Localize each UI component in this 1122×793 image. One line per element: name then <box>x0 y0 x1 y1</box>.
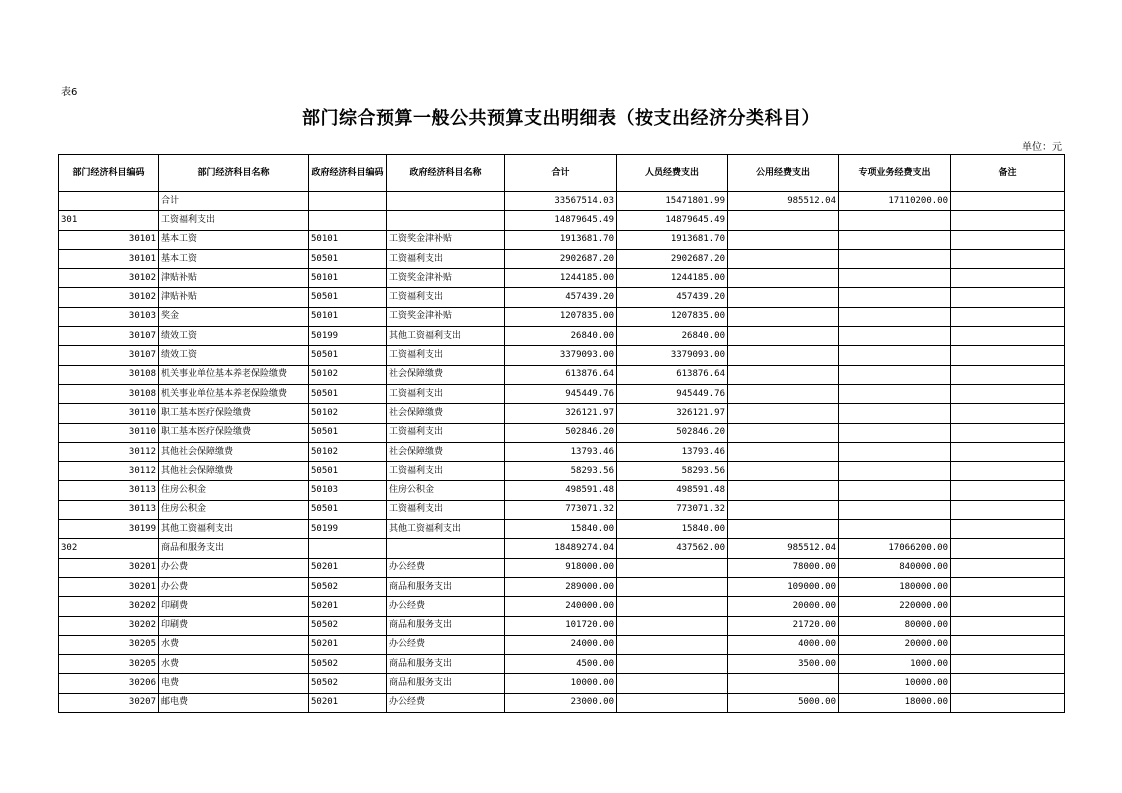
cell-personnel <box>617 674 728 693</box>
cell-dept-name: 其他社会保障缴费 <box>159 442 309 461</box>
cell-gov-name: 工资福利支出 <box>387 462 505 481</box>
cell-personnel: 1207835.00 <box>617 307 728 326</box>
table-body <box>59 192 1065 713</box>
cell-remarks <box>951 462 1065 481</box>
cell-personnel: 457439.20 <box>617 288 728 307</box>
cell-personnel: 15840.00 <box>617 520 728 539</box>
cell-personnel: 773071.32 <box>617 500 728 519</box>
cell-dept-code: 30201 <box>59 577 159 596</box>
cell-gov-code: 50502 <box>309 674 387 693</box>
cell-public: 21720.00 <box>728 616 839 635</box>
cell-remarks <box>951 288 1065 307</box>
cell-public <box>728 249 839 268</box>
cell-gov-code: 50102 <box>309 365 387 384</box>
cell-remarks <box>951 192 1065 211</box>
table-row <box>59 693 1065 712</box>
cell-public <box>728 211 839 230</box>
cell-personnel: 14879645.49 <box>617 211 728 230</box>
table-row <box>59 192 1065 211</box>
cell-special <box>839 365 951 384</box>
cell-gov-name: 其他工资福利支出 <box>387 327 505 346</box>
cell-personnel: 1913681.70 <box>617 230 728 249</box>
cell-public: 985512.04 <box>728 192 839 211</box>
cell-public <box>728 462 839 481</box>
cell-personnel: 13793.46 <box>617 442 728 461</box>
cell-dept-name: 印刷费 <box>159 597 309 616</box>
cell-total: 326121.97 <box>505 404 617 423</box>
cell-special: 1000.00 <box>839 655 951 674</box>
cell-dept-name: 津贴补贴 <box>159 269 309 288</box>
cell-remarks <box>951 327 1065 346</box>
cell-gov-code: 50199 <box>309 520 387 539</box>
cell-dept-code <box>59 192 159 211</box>
cell-gov-name: 办公经费 <box>387 597 505 616</box>
cell-total: 10000.00 <box>505 674 617 693</box>
table-header-row <box>59 155 1065 192</box>
cell-dept-name: 印刷费 <box>159 616 309 635</box>
cell-dept-code: 30202 <box>59 616 159 635</box>
cell-special: 17066200.00 <box>839 539 951 558</box>
cell-dept-name: 津贴补贴 <box>159 288 309 307</box>
cell-total: 1913681.70 <box>505 230 617 249</box>
cell-personnel: 2902687.20 <box>617 249 728 268</box>
cell-public: 109000.00 <box>728 577 839 596</box>
table-row <box>59 365 1065 384</box>
col-header-dept-name: 部门经济科目名称 <box>159 155 309 192</box>
cell-total: 23000.00 <box>505 693 617 712</box>
cell-total: 26840.00 <box>505 327 617 346</box>
cell-special <box>839 384 951 403</box>
cell-dept-code: 30112 <box>59 462 159 481</box>
cell-gov-name: 办公经费 <box>387 635 505 654</box>
table-row <box>59 423 1065 442</box>
cell-public <box>728 674 839 693</box>
cell-personnel <box>617 597 728 616</box>
cell-public: 20000.00 <box>728 597 839 616</box>
cell-gov-code: 50501 <box>309 288 387 307</box>
cell-dept-code: 30113 <box>59 481 159 500</box>
cell-public <box>728 404 839 423</box>
cell-dept-code: 30205 <box>59 655 159 674</box>
cell-special <box>839 500 951 519</box>
cell-gov-code <box>309 211 387 230</box>
unit-label: 单位：元 <box>1022 142 1062 153</box>
cell-personnel <box>617 693 728 712</box>
cell-gov-code: 50501 <box>309 462 387 481</box>
table-row <box>59 462 1065 481</box>
cell-dept-code: 30205 <box>59 635 159 654</box>
cell-public <box>728 384 839 403</box>
cell-dept-code: 30107 <box>59 346 159 365</box>
cell-gov-code: 50502 <box>309 616 387 635</box>
cell-gov-name: 工资福利支出 <box>387 346 505 365</box>
cell-dept-name: 机关事业单位基本养老保险缴费 <box>159 384 309 403</box>
cell-remarks <box>951 597 1065 616</box>
cell-gov-name: 商品和服务支出 <box>387 577 505 596</box>
cell-public <box>728 520 839 539</box>
cell-gov-code: 50103 <box>309 481 387 500</box>
cell-gov-name: 工资奖金津补贴 <box>387 230 505 249</box>
cell-total: 14879645.49 <box>505 211 617 230</box>
cell-gov-name: 社会保障缴费 <box>387 404 505 423</box>
cell-dept-name: 商品和服务支出 <box>159 539 309 558</box>
cell-remarks <box>951 384 1065 403</box>
cell-public: 78000.00 <box>728 558 839 577</box>
cell-dept-name: 电费 <box>159 674 309 693</box>
cell-special: 180000.00 <box>839 577 951 596</box>
cell-dept-name: 工资福利支出 <box>159 211 309 230</box>
table-row <box>59 520 1065 539</box>
cell-remarks <box>951 249 1065 268</box>
col-header-gov-name: 政府经济科目名称 <box>387 155 505 192</box>
cell-total: 101720.00 <box>505 616 617 635</box>
cell-dept-name: 基本工资 <box>159 230 309 249</box>
col-header-personnel: 人员经费支出 <box>617 155 728 192</box>
table-row <box>59 327 1065 346</box>
cell-total: 773071.32 <box>505 500 617 519</box>
cell-total: 15840.00 <box>505 520 617 539</box>
col-header-public: 公用经费支出 <box>728 155 839 192</box>
cell-public <box>728 230 839 249</box>
cell-public: 3500.00 <box>728 655 839 674</box>
cell-gov-code: 50201 <box>309 635 387 654</box>
cell-total: 3379093.00 <box>505 346 617 365</box>
cell-gov-name <box>387 539 505 558</box>
cell-special <box>839 307 951 326</box>
cell-special <box>839 288 951 307</box>
cell-remarks <box>951 269 1065 288</box>
cell-public <box>728 481 839 500</box>
cell-personnel: 58293.56 <box>617 462 728 481</box>
cell-special <box>839 462 951 481</box>
cell-gov-name: 社会保障缴费 <box>387 365 505 384</box>
cell-special: 220000.00 <box>839 597 951 616</box>
cell-dept-code: 30202 <box>59 597 159 616</box>
cell-gov-code: 50501 <box>309 249 387 268</box>
cell-dept-code: 30201 <box>59 558 159 577</box>
cell-gov-code <box>309 539 387 558</box>
cell-gov-name: 工资福利支出 <box>387 249 505 268</box>
cell-total: 1244185.00 <box>505 269 617 288</box>
cell-special <box>839 520 951 539</box>
cell-dept-name: 其他工资福利支出 <box>159 520 309 539</box>
cell-public <box>728 423 839 442</box>
table-row <box>59 655 1065 674</box>
col-header-special: 专项业务经费支出 <box>839 155 951 192</box>
cell-total: 498591.48 <box>505 481 617 500</box>
cell-public: 4000.00 <box>728 635 839 654</box>
cell-public <box>728 307 839 326</box>
cell-public <box>728 365 839 384</box>
cell-total: 2902687.20 <box>505 249 617 268</box>
cell-special <box>839 423 951 442</box>
cell-remarks <box>951 423 1065 442</box>
cell-public: 5000.00 <box>728 693 839 712</box>
col-header-remarks: 备注 <box>951 155 1065 192</box>
cell-dept-code: 30112 <box>59 442 159 461</box>
cell-gov-code: 50201 <box>309 558 387 577</box>
cell-total: 289000.00 <box>505 577 617 596</box>
table-row <box>59 346 1065 365</box>
cell-gov-name: 工资福利支出 <box>387 500 505 519</box>
cell-special: 840000.00 <box>839 558 951 577</box>
cell-gov-name: 工资福利支出 <box>387 384 505 403</box>
cell-dept-code: 30108 <box>59 384 159 403</box>
cell-personnel: 1244185.00 <box>617 269 728 288</box>
table-row <box>59 211 1065 230</box>
cell-dept-code: 30113 <box>59 500 159 519</box>
cell-gov-code: 50201 <box>309 597 387 616</box>
table-row <box>59 384 1065 403</box>
table-row <box>59 597 1065 616</box>
cell-public: 985512.04 <box>728 539 839 558</box>
cell-remarks <box>951 346 1065 365</box>
cell-special <box>839 481 951 500</box>
cell-dept-code: 30103 <box>59 307 159 326</box>
cell-personnel: 3379093.00 <box>617 346 728 365</box>
cell-dept-name: 绩效工资 <box>159 346 309 365</box>
cell-special <box>839 346 951 365</box>
cell-dept-name: 合计 <box>159 192 309 211</box>
cell-special <box>839 211 951 230</box>
cell-special <box>839 442 951 461</box>
cell-dept-code: 30101 <box>59 249 159 268</box>
cell-special: 80000.00 <box>839 616 951 635</box>
cell-special <box>839 404 951 423</box>
table-row <box>59 500 1065 519</box>
cell-total: 33567514.03 <box>505 192 617 211</box>
table-row <box>59 404 1065 423</box>
cell-public <box>728 500 839 519</box>
cell-total: 58293.56 <box>505 462 617 481</box>
cell-dept-code: 30102 <box>59 269 159 288</box>
cell-personnel <box>617 655 728 674</box>
table-row <box>59 539 1065 558</box>
cell-personnel: 945449.76 <box>617 384 728 403</box>
cell-special: 18000.00 <box>839 693 951 712</box>
table-row <box>59 616 1065 635</box>
cell-gov-code: 50502 <box>309 655 387 674</box>
cell-dept-code: 30101 <box>59 230 159 249</box>
table-row <box>59 230 1065 249</box>
cell-total: 13793.46 <box>505 442 617 461</box>
cell-gov-name: 工资福利支出 <box>387 423 505 442</box>
cell-gov-code: 50101 <box>309 307 387 326</box>
cell-personnel: 613876.64 <box>617 365 728 384</box>
cell-personnel <box>617 577 728 596</box>
cell-total: 918000.00 <box>505 558 617 577</box>
cell-gov-code: 50199 <box>309 327 387 346</box>
cell-dept-name: 基本工资 <box>159 249 309 268</box>
cell-gov-code: 50501 <box>309 500 387 519</box>
cell-personnel <box>617 635 728 654</box>
table-row <box>59 635 1065 654</box>
cell-dept-code: 30110 <box>59 404 159 423</box>
cell-remarks <box>951 500 1065 519</box>
cell-remarks <box>951 520 1065 539</box>
table-row <box>59 577 1065 596</box>
cell-total: 945449.76 <box>505 384 617 403</box>
cell-dept-name: 住房公积金 <box>159 481 309 500</box>
cell-remarks <box>951 577 1065 596</box>
cell-dept-name: 职工基本医疗保险缴费 <box>159 423 309 442</box>
cell-gov-name: 工资福利支出 <box>387 288 505 307</box>
table-number-label: 表6 <box>61 87 78 98</box>
cell-total: 18489274.04 <box>505 539 617 558</box>
cell-total: 502846.20 <box>505 423 617 442</box>
cell-gov-name: 商品和服务支出 <box>387 674 505 693</box>
cell-gov-name: 住房公积金 <box>387 481 505 500</box>
cell-dept-name: 水费 <box>159 655 309 674</box>
cell-dept-name: 办公费 <box>159 577 309 596</box>
cell-dept-name: 机关事业单位基本养老保险缴费 <box>159 365 309 384</box>
cell-total: 457439.20 <box>505 288 617 307</box>
cell-public <box>728 442 839 461</box>
cell-dept-code: 30102 <box>59 288 159 307</box>
cell-gov-code: 50502 <box>309 577 387 596</box>
cell-public <box>728 346 839 365</box>
col-header-dept-code: 部门经济科目编码 <box>59 155 159 192</box>
cell-special <box>839 269 951 288</box>
cell-dept-name: 奖金 <box>159 307 309 326</box>
cell-remarks <box>951 693 1065 712</box>
cell-dept-code: 30206 <box>59 674 159 693</box>
cell-total: 613876.64 <box>505 365 617 384</box>
cell-gov-name: 商品和服务支出 <box>387 616 505 635</box>
cell-special: 17110200.00 <box>839 192 951 211</box>
cell-special: 10000.00 <box>839 674 951 693</box>
cell-special <box>839 230 951 249</box>
table-row <box>59 558 1065 577</box>
cell-gov-code: 50102 <box>309 442 387 461</box>
cell-personnel: 498591.48 <box>617 481 728 500</box>
cell-remarks <box>951 307 1065 326</box>
cell-dept-code: 30207 <box>59 693 159 712</box>
cell-dept-name: 其他社会保障缴费 <box>159 462 309 481</box>
cell-public <box>728 288 839 307</box>
cell-remarks <box>951 230 1065 249</box>
cell-public <box>728 327 839 346</box>
cell-public <box>728 269 839 288</box>
cell-gov-code: 50501 <box>309 346 387 365</box>
budget-detail-table <box>58 154 1065 713</box>
cell-remarks <box>951 616 1065 635</box>
col-header-total: 合计 <box>505 155 617 192</box>
cell-dept-code: 30110 <box>59 423 159 442</box>
cell-gov-name: 工资奖金津补贴 <box>387 307 505 326</box>
cell-gov-name: 工资奖金津补贴 <box>387 269 505 288</box>
table-row <box>59 442 1065 461</box>
cell-remarks <box>951 404 1065 423</box>
cell-remarks <box>951 558 1065 577</box>
cell-gov-name: 办公经费 <box>387 693 505 712</box>
cell-dept-name: 水费 <box>159 635 309 654</box>
cell-gov-code: 50201 <box>309 693 387 712</box>
cell-personnel <box>617 558 728 577</box>
cell-dept-name: 住房公积金 <box>159 500 309 519</box>
cell-remarks <box>951 481 1065 500</box>
table-row <box>59 269 1065 288</box>
cell-gov-name: 其他工资福利支出 <box>387 520 505 539</box>
cell-personnel: 26840.00 <box>617 327 728 346</box>
cell-remarks <box>951 442 1065 461</box>
cell-dept-code: 30107 <box>59 327 159 346</box>
cell-remarks <box>951 539 1065 558</box>
table-row <box>59 481 1065 500</box>
cell-special: 20000.00 <box>839 635 951 654</box>
cell-remarks <box>951 365 1065 384</box>
cell-gov-code: 50101 <box>309 269 387 288</box>
cell-personnel: 502846.20 <box>617 423 728 442</box>
cell-remarks <box>951 635 1065 654</box>
cell-dept-name: 绩效工资 <box>159 327 309 346</box>
cell-gov-name <box>387 211 505 230</box>
cell-special <box>839 249 951 268</box>
cell-personnel <box>617 616 728 635</box>
cell-remarks <box>951 211 1065 230</box>
cell-gov-code: 50501 <box>309 384 387 403</box>
table-row <box>59 674 1065 693</box>
cell-dept-name: 职工基本医疗保险缴费 <box>159 404 309 423</box>
cell-personnel: 437562.00 <box>617 539 728 558</box>
cell-remarks <box>951 655 1065 674</box>
col-header-gov-code: 政府经济科目编码 <box>309 155 387 192</box>
cell-gov-name <box>387 192 505 211</box>
cell-personnel: 326121.97 <box>617 404 728 423</box>
cell-special <box>839 327 951 346</box>
cell-dept-code: 30199 <box>59 520 159 539</box>
cell-gov-name: 商品和服务支出 <box>387 655 505 674</box>
cell-gov-name: 社会保障缴费 <box>387 442 505 461</box>
cell-total: 240000.00 <box>505 597 617 616</box>
cell-dept-name: 办公费 <box>159 558 309 577</box>
page-title: 部门综合预算一般公共预算支出明细表（按支出经济分类科目） <box>302 108 820 129</box>
cell-gov-code <box>309 192 387 211</box>
cell-gov-code: 50501 <box>309 423 387 442</box>
cell-personnel: 15471801.99 <box>617 192 728 211</box>
cell-total: 4500.00 <box>505 655 617 674</box>
cell-dept-code: 30108 <box>59 365 159 384</box>
cell-gov-code: 50102 <box>309 404 387 423</box>
cell-total: 24000.00 <box>505 635 617 654</box>
cell-gov-name: 办公经费 <box>387 558 505 577</box>
table-row <box>59 249 1065 268</box>
cell-gov-code: 50101 <box>309 230 387 249</box>
cell-dept-code: 301 <box>59 211 159 230</box>
cell-dept-code: 302 <box>59 539 159 558</box>
cell-dept-name: 邮电费 <box>159 693 309 712</box>
table-row <box>59 307 1065 326</box>
table-row <box>59 288 1065 307</box>
cell-total: 1207835.00 <box>505 307 617 326</box>
cell-remarks <box>951 674 1065 693</box>
